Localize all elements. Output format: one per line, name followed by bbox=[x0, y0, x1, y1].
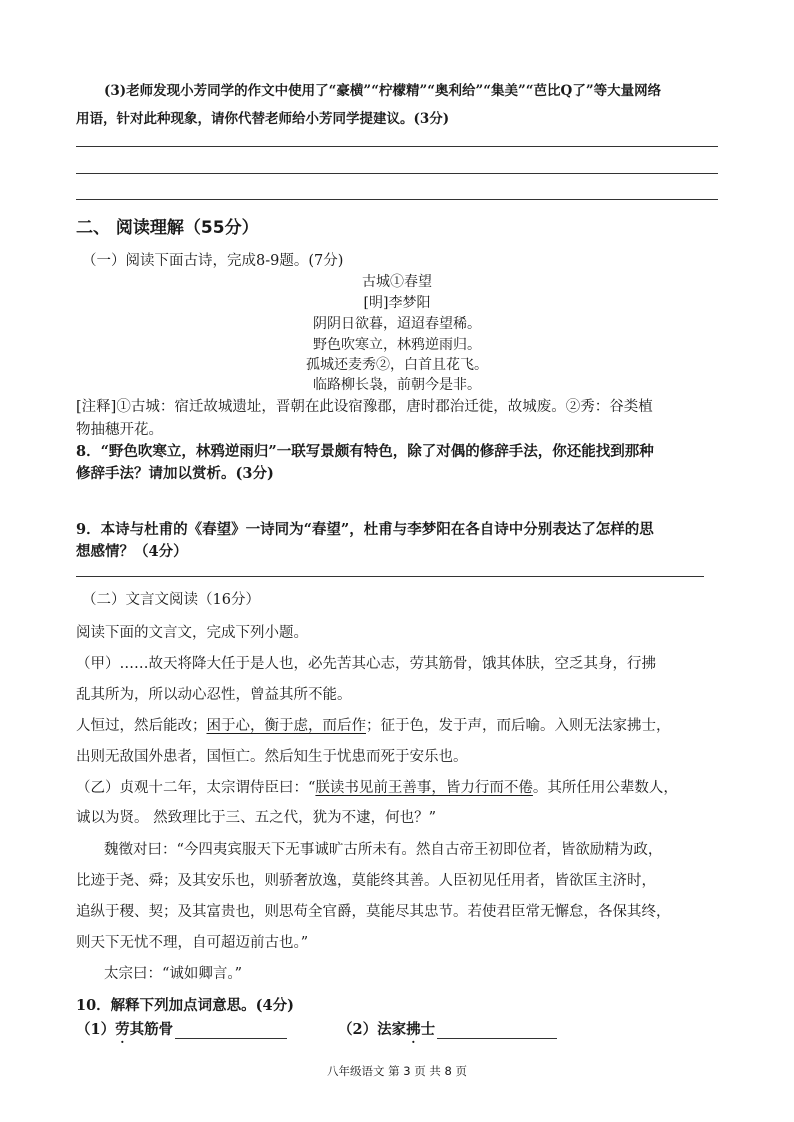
q10-item1-dotted-word: 劳 bbox=[115, 1021, 130, 1038]
q3-line1: (3)老师发现小芳同学的作文中使用了“豪横”“柠檬精”“奥利给”“集美”“芭比Q了”等大量网络 bbox=[104, 83, 662, 99]
yi-line4: 比迹于尧、舜；及其安乐也，则骄奢放逸，莫能终其善。人臣初见任用者，皆欲匡主济时， bbox=[76, 873, 656, 889]
q10-item2-number: （2）法家 bbox=[338, 1021, 407, 1038]
yi-underlined-sentence: 朕读书见前王善事，皆力行而不倦 bbox=[315, 780, 533, 796]
jia-line1: （甲）……故天将降大任于是人也，必先苦其心志，劳其筋骨，饿其体肤，空乏其身，行拂 bbox=[76, 656, 656, 672]
jia-line2: 乱其所为，所以动心忍性，曾益其所不能。 bbox=[76, 687, 352, 703]
q9-line2: 想感情？（4分） bbox=[76, 543, 188, 560]
answer-line-3 bbox=[76, 199, 718, 200]
q10-item2-rest: 士 bbox=[420, 1021, 436, 1038]
part1-intro: （一）阅读下面古诗，完成8-9题。(7分) bbox=[82, 253, 344, 269]
section-title: 二、 阅读理解（55分） bbox=[76, 218, 259, 238]
answer-line-2 bbox=[76, 173, 718, 174]
q8-line2: 修辞手法？请加以赏析。(3分) bbox=[76, 465, 274, 482]
yi-line1 bbox=[76, 776, 678, 797]
q9-line1: 9．本诗与杜甫的《春望》一诗同为“春望”，杜甫与李梦阳在各自诗中分别表达了怎样的思 bbox=[76, 521, 654, 538]
jia-line3-end: ；征于色，发于声，而后喻。入则无法家拂士， bbox=[366, 718, 671, 734]
part2-intro: （二）文言文阅读（16分） bbox=[82, 592, 260, 608]
q10-item1-number: （1） bbox=[76, 1021, 116, 1038]
jia-line3 bbox=[76, 714, 671, 735]
jia-line3-start: 人恒过，然后能改； bbox=[76, 718, 207, 734]
q10-item2-blank[interactable] bbox=[437, 1022, 557, 1039]
poem-line: 阴阴日欲暮，迢迢春望稀。 bbox=[313, 316, 481, 332]
q10-item2-dotted-word: 拂 bbox=[406, 1021, 421, 1038]
yi-line1-start: （乙）贞观十二年，太宗谓侍臣曰：“ bbox=[76, 780, 316, 796]
yi-line7: 太宗曰：“诚如卿言。” bbox=[104, 966, 243, 982]
yi-line5: 追纵于稷、契；及其富贵也，则思苟全官爵，莫能尽其忠节。若使君臣常无懈怠，各保其终， bbox=[76, 904, 671, 920]
poem-line: 野色吹寒立，林鸦逆雨归。 bbox=[313, 337, 481, 353]
yi-line1-end: 。其所任用公辈数人， bbox=[532, 780, 678, 796]
part2-instruction: 阅读下面的文言文，完成下列小题。 bbox=[76, 625, 308, 641]
q10-item2 bbox=[338, 1018, 557, 1039]
page-footer: 八年级语文 第 3 页 共 8 页 bbox=[326, 1064, 468, 1078]
q3-line2: 用语，针对此种现象，请你代替老师给小芳同学提建议。(3分) bbox=[76, 111, 450, 127]
poem-author: [明]李梦阳 bbox=[363, 295, 431, 311]
q10-title: 10．解释下列加点词意思。(4分) bbox=[76, 997, 294, 1014]
q10-item1-rest: 其筋骨 bbox=[129, 1021, 174, 1038]
notes-line1: [注释]①古城：宿迁故城遗址，晋朝在此设宿豫郡，唐时郡治迁徙，故城废。②秀：谷类植 bbox=[76, 399, 653, 415]
yi-line6: 则天下无忧不理，自可超迈前古也。” bbox=[76, 935, 309, 951]
yi-line3: 魏徵对曰：“今四夷宾服天下无事诚旷古所未有。然自古帝王初即位者，皆欲励精为政， bbox=[104, 842, 663, 858]
answer-line-1 bbox=[76, 146, 718, 147]
notes-line2: 物抽穗开花。 bbox=[76, 422, 163, 438]
jia-line4: 出则无敌国外患者，国恒亡。然后知生于忧患而死于安乐也。 bbox=[76, 749, 468, 765]
poem-line: 孤城还麦秀②，白首且花飞。 bbox=[306, 357, 488, 373]
yi-line2: 诚以为贤。 然致理比于三、五之代，犹为不逮，何也？” bbox=[76, 810, 437, 826]
poem-line: 临路柳长袅，前朝今是非。 bbox=[313, 377, 481, 393]
poem-title: 古城①春望 bbox=[362, 274, 432, 290]
jia-underlined-sentence: 困于心，衡于虑，而后作 bbox=[206, 718, 366, 734]
answer-line-q9 bbox=[76, 576, 704, 577]
q10-item1-blank[interactable] bbox=[175, 1022, 287, 1039]
q10-item1 bbox=[76, 1018, 287, 1039]
q8-line1: 8．“野色吹寒立，林鸦逆雨归”一联写景颇有特色，除了对偶的修辞手法，你还能找到那种 bbox=[76, 443, 654, 460]
